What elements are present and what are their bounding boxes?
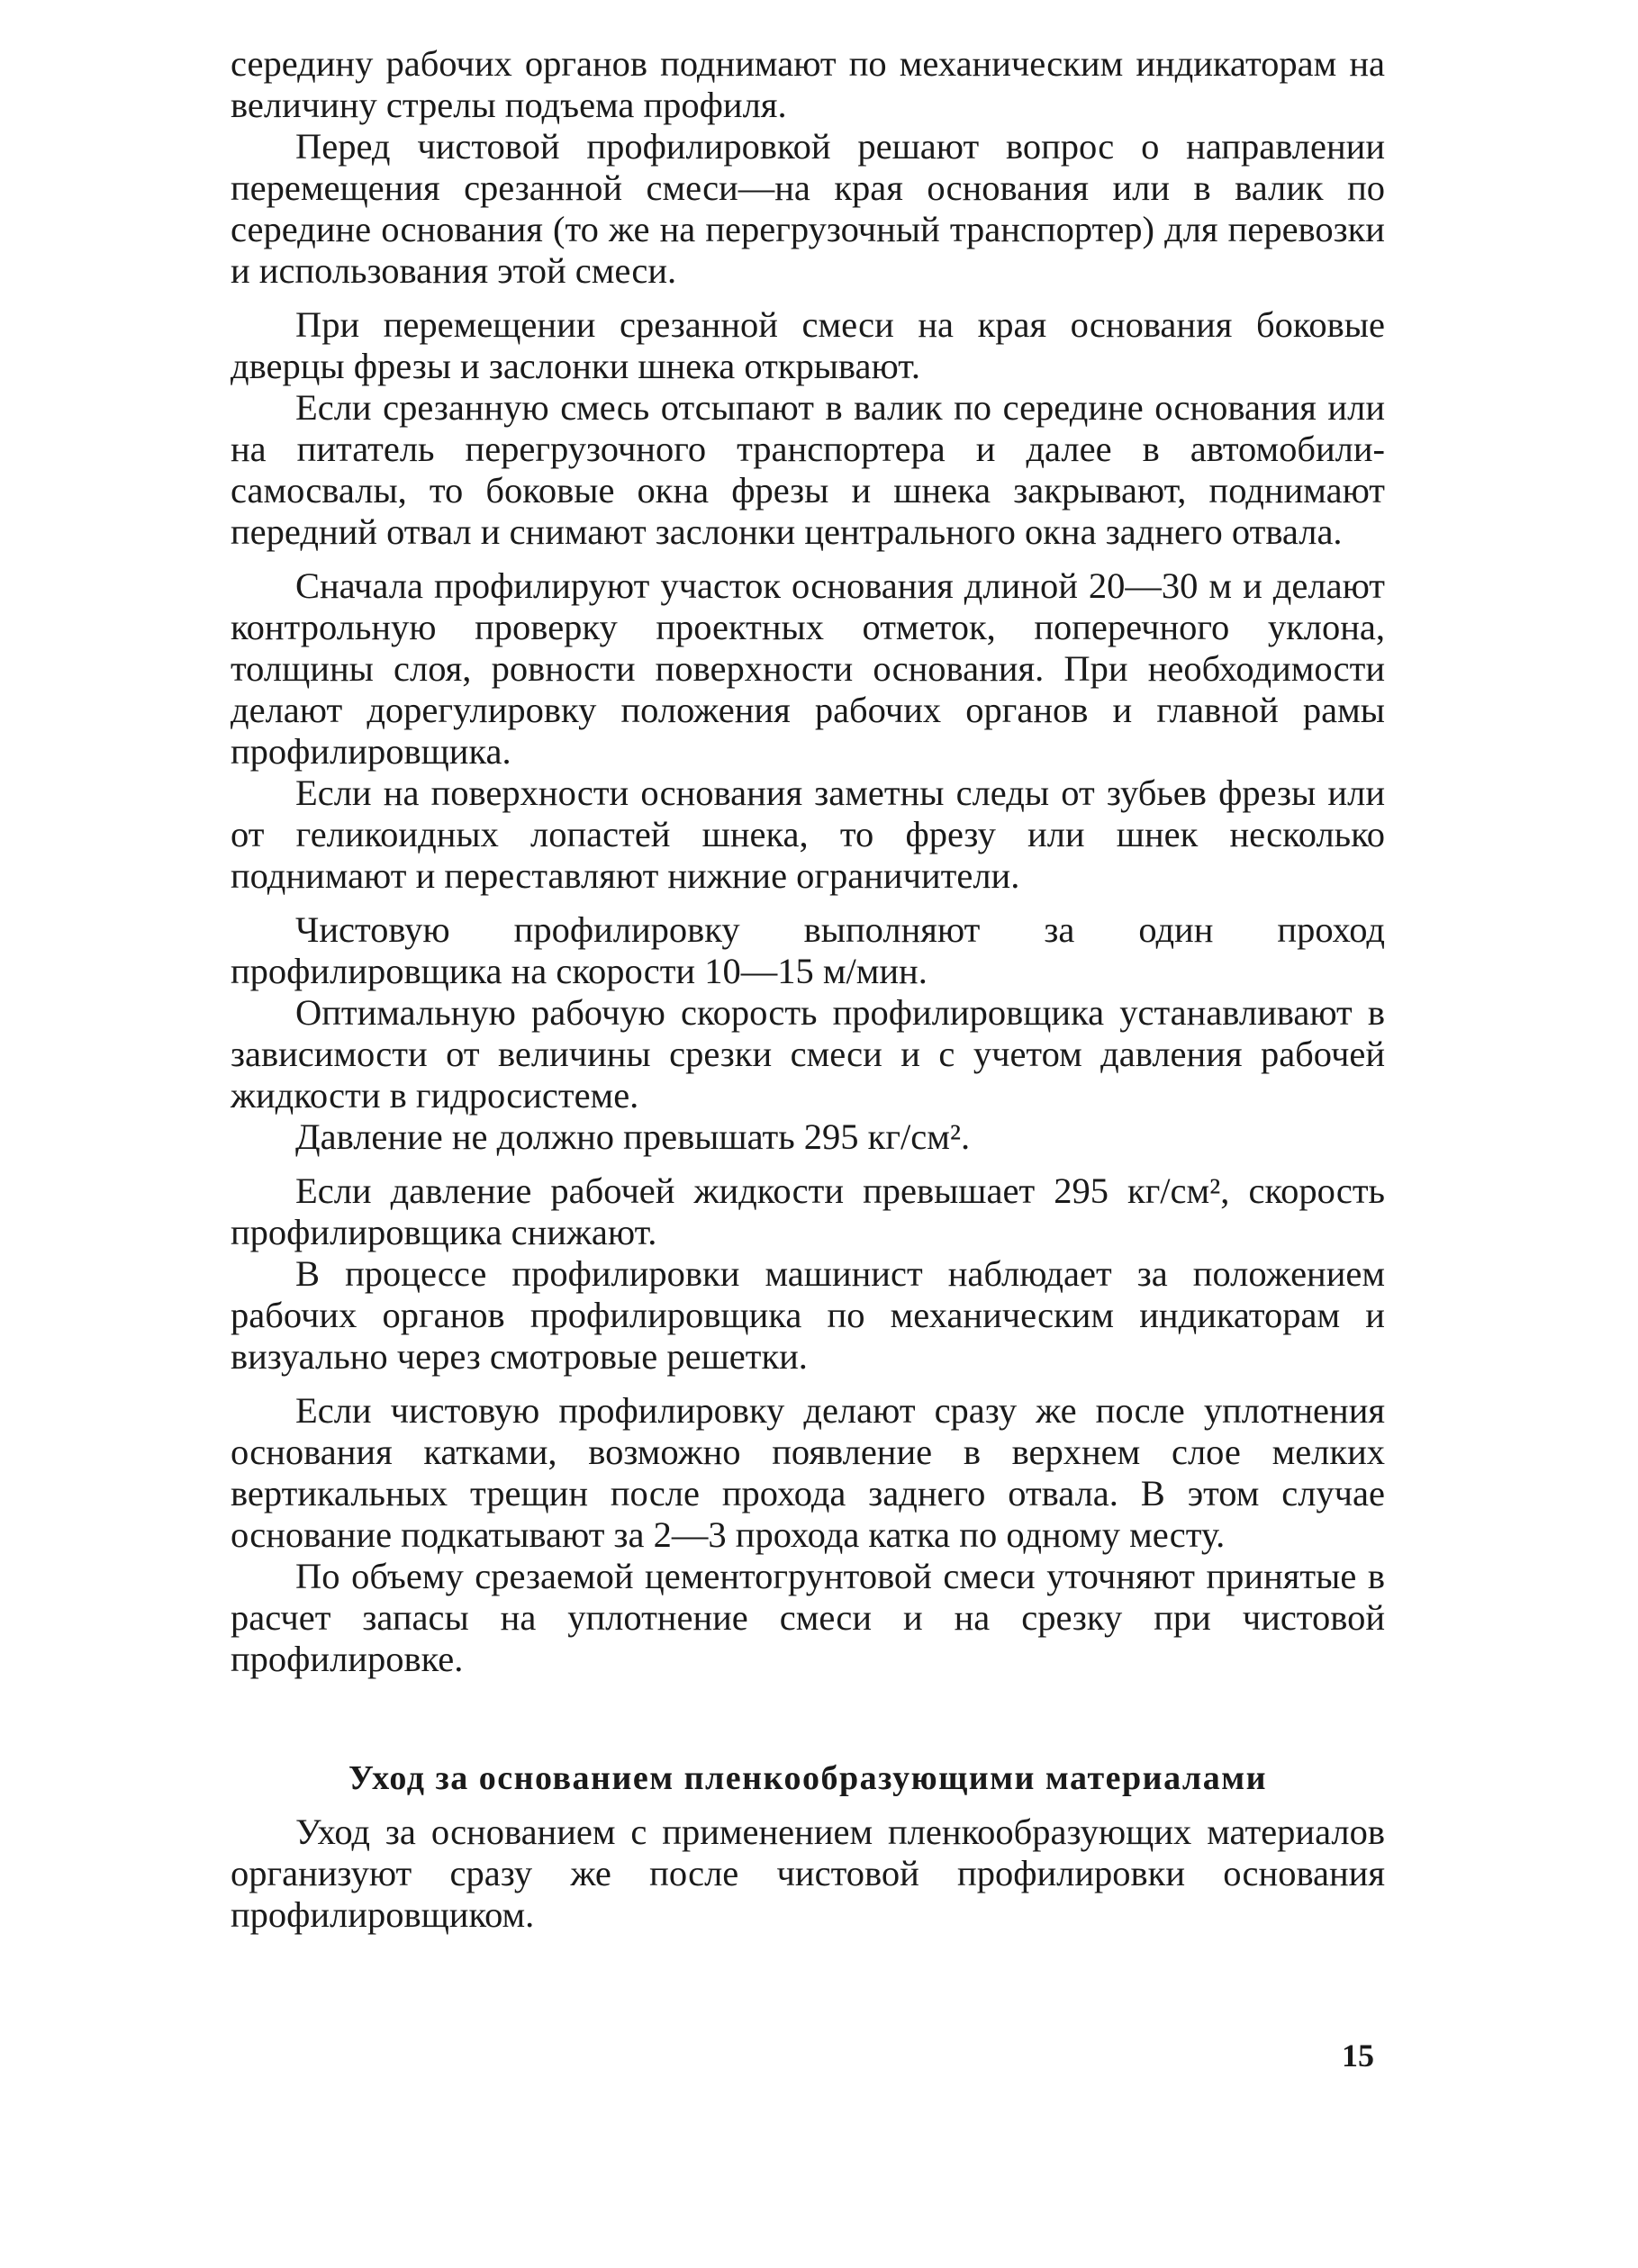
paragraph: Оптимальную рабочую скорость профилировщика устанавливают в зависимости от величины срезки смеси и с учетом давления рабочей жидкости в гидросистеме. (231, 992, 1385, 1116)
paragraph-continuation: середину рабочих органов поднимают по механическим индикаторам на величину стрелы подъема профиля. (231, 43, 1385, 125)
paragraph: Сначала профилируют участок основания длиной 20—30 м и делают контрольную проверку проектных отметок, поперечного уклона, толщины слоя, ровности поверхности основания. При необходимости делают дорегулировку положения рабочих органов и главной рамы профилировщика. (231, 565, 1385, 772)
paragraph: Если давление рабочей жидкости превышает 295 кг/см², скорость профилировщика снижают. (231, 1170, 1385, 1252)
paragraph: Если на поверхности основания заметны следы от зубьев фрезы или от геликоидных лопастей шнека, то фрезу или шнек несколько поднимают и переставляют нижние ограничители. (231, 773, 1385, 896)
page-number: 15 (1342, 2038, 1374, 2074)
paragraph: Уход за основанием с применением пленкообразующих материалов организуют сразу же после чистовой профилировки основания профилировщиком. (231, 1812, 1385, 1935)
paragraph: По объему срезаемой цементогрунтовой смеси уточняют принятые в расчет запасы на уплотнение смеси и на срезку при чистовой профилировке. (231, 1556, 1385, 1679)
body-text-column (231, 43, 1385, 1936)
paragraph: В процессе профилировки машинист наблюдает за положением рабочих органов профилировщика по механическим индикаторам и визуально через смотровые решетки. (231, 1253, 1385, 1377)
paragraph: Чистовую профилировку выполняют за один проход профилировщика на скорости 10—15 м/мин. (231, 909, 1385, 991)
section-heading: Уход за основанием пленкообразующими материалами (348, 1759, 1267, 1797)
paragraph: При перемещении срезанной смеси на края основания боковые дверцы фрезы и заслонки шнека открывают. (231, 304, 1385, 386)
paragraph: Перед чистовой профилировкой решают вопрос о направлении перемещения срезанной смеси—на края основания или в валик по середине основания (то же на перегрузочный транспортер) для перевозки и использования этой смеси. (231, 126, 1385, 291)
paragraph: Если срезанную смесь отсыпают в валик по середине основания или на питатель перегрузочного транспортера и далее в автомобили-самосвалы, то боковые окна фрезы и шнека закрывают, поднимают передний отвал и снимают заслонки центрального окна заднего отвала. (231, 387, 1385, 552)
paragraph: Давление не должно превышать 295 кг/см². (295, 1116, 971, 1157)
paragraph: Если чистовую профилировку делают сразу же после уплотнения основания катками, возможно появление в верхнем слое мелких вертикальных трещин после прохода заднего отвала. В этом случае основание подкатывают за 2—3 прохода катка по одному месту. (231, 1390, 1385, 1555)
